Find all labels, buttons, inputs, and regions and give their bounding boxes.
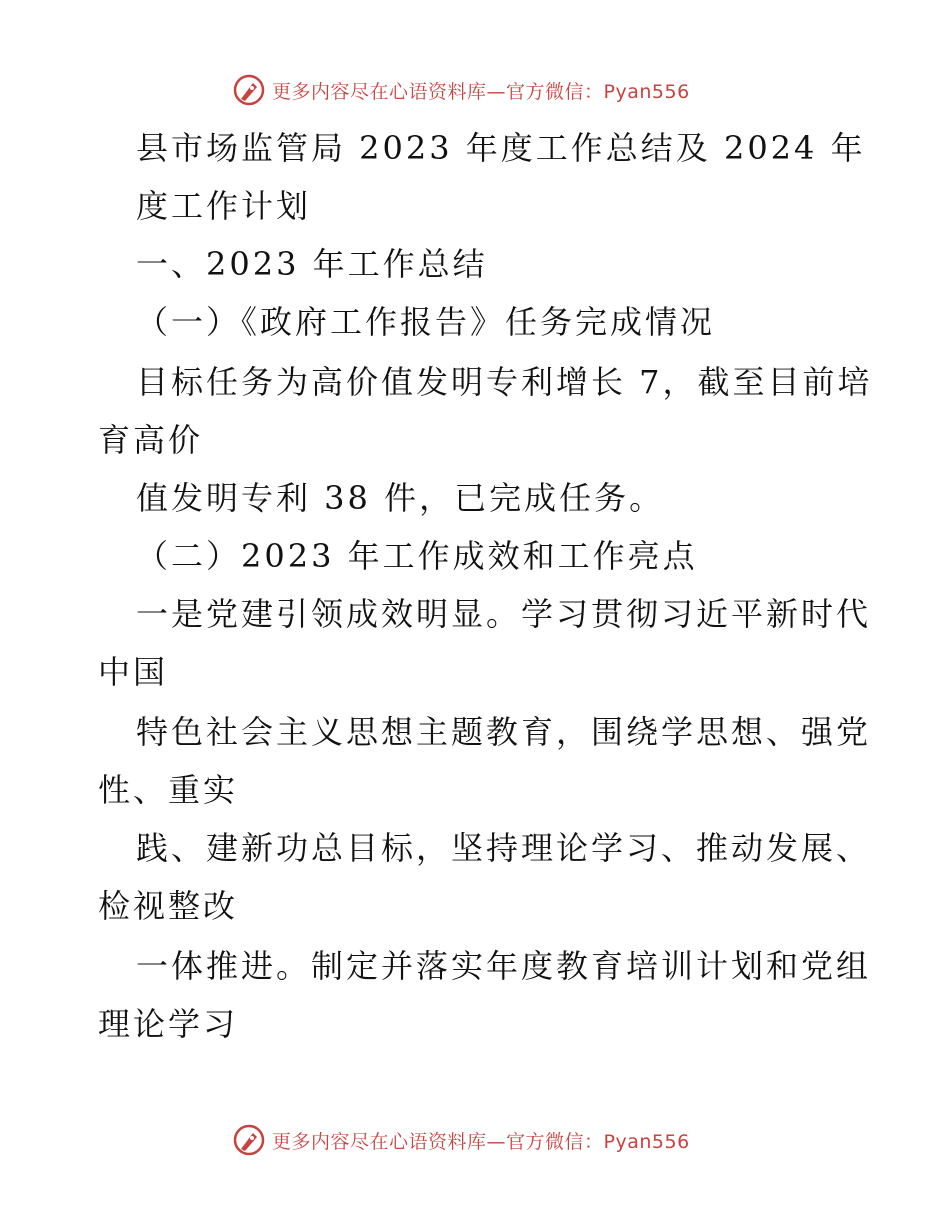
watermark-text: 更多内容尽在心语资料库—官方微信：Pyan556 xyxy=(272,80,690,103)
paragraph-line: 检视整改 xyxy=(98,887,239,925)
paragraph-line: 践、建新功总目标，坚持理论学习、推动发展、 xyxy=(136,829,872,867)
footer-watermark xyxy=(232,1120,752,1160)
paragraph-line: 一体推进。制定并落实年度教育培训计划和党组 xyxy=(136,947,872,985)
paragraph-line: 性、重实 xyxy=(98,771,239,809)
paragraph-line: 目标任务为高价值发明专利增长 7，截至目前培 xyxy=(136,363,873,401)
paragraph-line: 中国 xyxy=(98,653,169,691)
paragraph-line: 理论学习 xyxy=(98,1005,239,1043)
paragraph-line: 育高价 xyxy=(98,421,204,459)
pen-nib-logo-icon xyxy=(232,1123,266,1157)
watermark-text: 更多内容尽在心语资料库—官方微信：Pyan556 xyxy=(272,1130,690,1153)
section-heading: 一、2023 年工作总结 xyxy=(136,245,488,283)
header-watermark xyxy=(232,70,752,110)
pen-nib-logo-icon xyxy=(232,73,266,107)
doc-title-line-2: 度工作计划 xyxy=(136,187,312,225)
paragraph-line: 值发明专利 38 件，已完成任务。 xyxy=(136,479,665,517)
paragraph-line: 一是党建引领成效明显。学习贯彻习近平新时代 xyxy=(136,595,872,633)
doc-title-line-1: 县市场监管局 2023 年度工作总结及 2024 年 xyxy=(136,129,866,167)
subsection-heading-1: （一）《政府工作报告》任务完成情况 xyxy=(136,303,716,341)
paragraph-line: 特色社会主义思想主题教育，围绕学思想、强党 xyxy=(136,713,872,751)
subsection-heading-2: （二）2023 年工作成效和工作亮点 xyxy=(136,537,698,575)
